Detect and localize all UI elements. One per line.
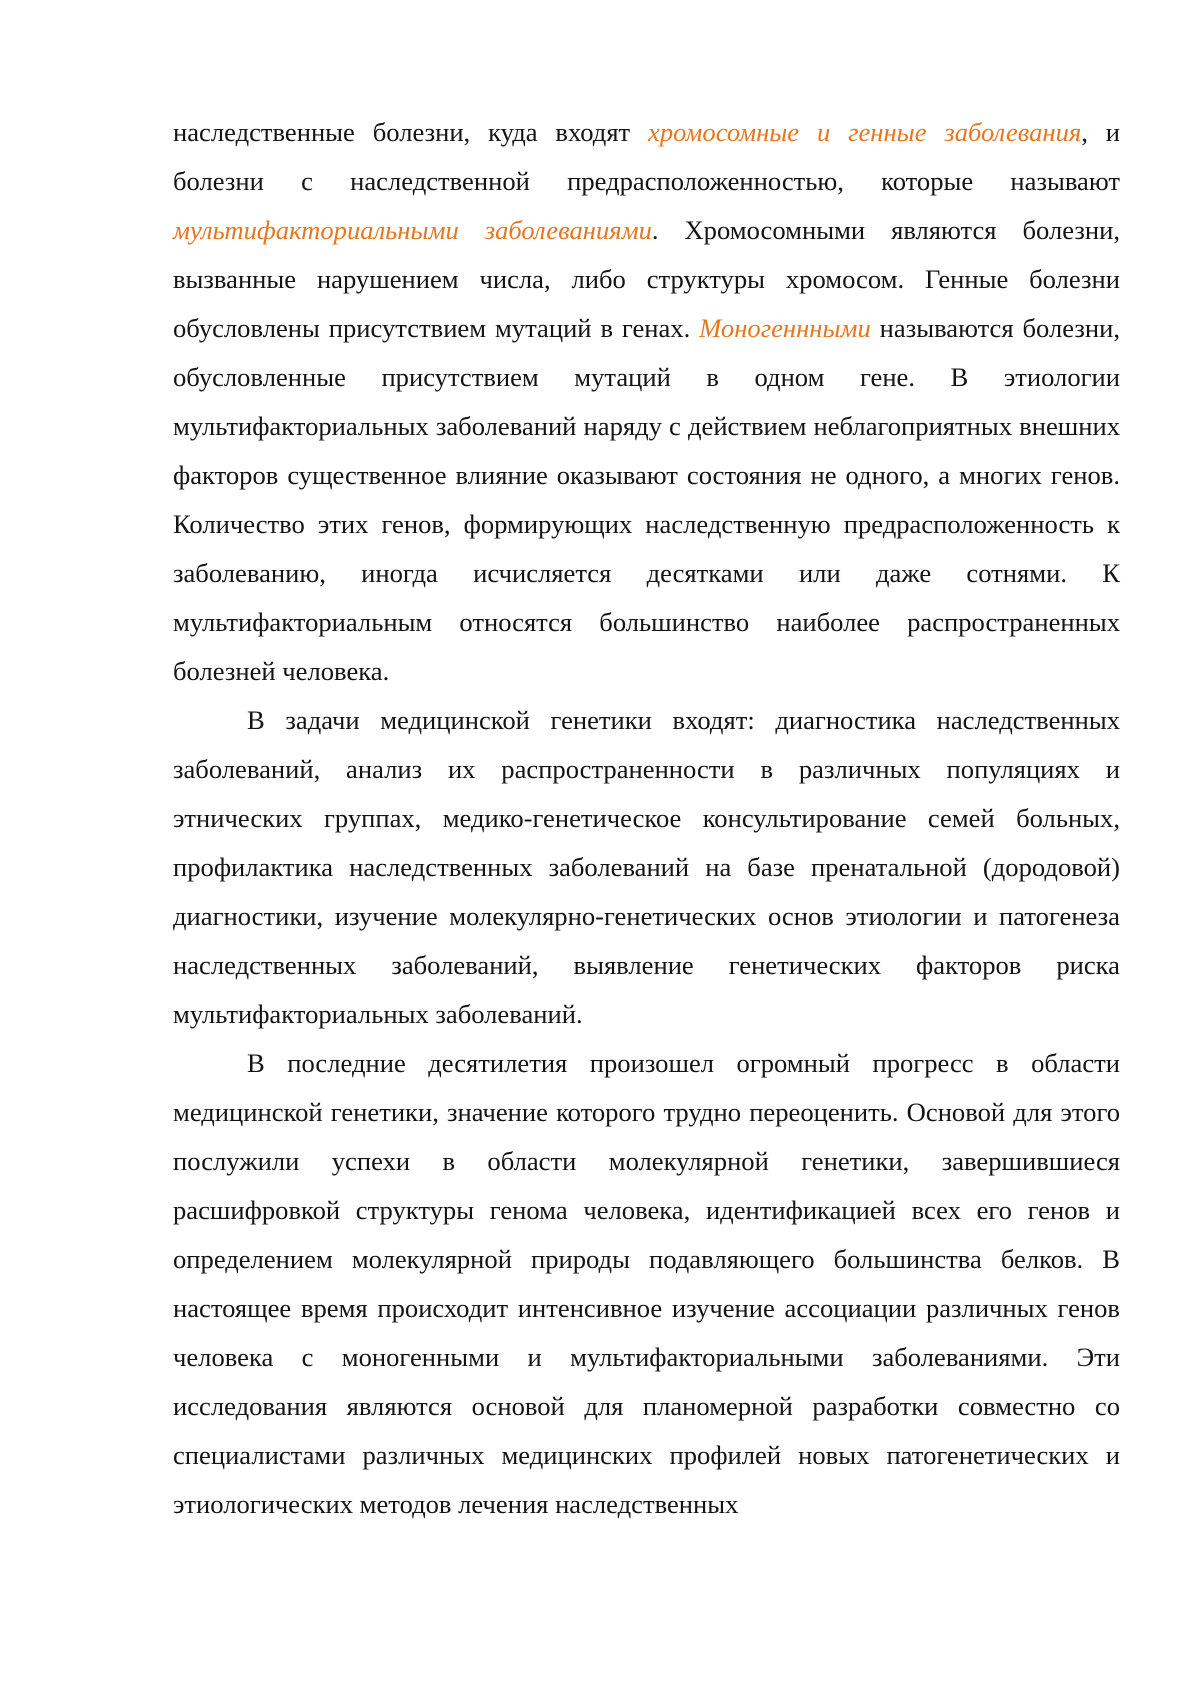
highlighted-term: хромосомные и генные заболевания xyxy=(648,117,1082,147)
paragraph xyxy=(173,108,1120,696)
body-text: . Хромосомными являются болезни, вызванные нарушением числа, либо структуры хромосом. Генные болезни обусловлены присутствием мутаций в генах. xyxy=(173,215,1120,343)
body-text: называются болезни, обусловленные присутствием мутаций в одном гене. В этиологии мультифакториальных заболеваний наряду с действием неблагоприятных внешних факторов существенное влияние оказывают состояния не одного, а многих генов. Количество этих генов, формирующих наследственную предрасположенность к заболеванию, иногда исчисляется десятками или даже сотнями. К мультифакториальным относятся большинство наиболее распространенных болезней человека. xyxy=(173,313,1120,686)
body-text: , и болезни с наследственной предрасположенностью, которые называют xyxy=(173,117,1121,196)
body-text: наследственные болезни, куда входят xyxy=(173,117,649,147)
paragraph xyxy=(173,696,1120,1039)
document-body xyxy=(173,108,1120,1529)
body-text: В последние десятилетия произошел огромный прогресс в области медицинской генетики, значение которого трудно переоценить. Основой для этого послужили успехи в области молекулярной генетики, завершившиеся расшифровкой структуры генома человека, идентификацией всех его генов и определением молекулярной природы подавляющего большинства белков. В настоящее время происходит интенсивное изучение ассоциации различных генов человека с моногенными и мультифакториальными заболеваниями. Эти исследования являются основой для планомерной разработки совместно со специалистами различных медицинских профилей новых патогенетических и этиологических методов лечения наследственных xyxy=(173,1048,1120,1519)
body-text: В задачи медицинской генетики входят: диагностика наследственных заболеваний, анализ их распространенности в различных популяциях и этнических группах, медико-генетическое консультирование семей больных, профилактика наследственных заболеваний на базе пренатальной (дородовой) диагностики, изучение молекулярно-генетических основ этиологии и патогенеза наследственных заболеваний, выявление генетических факторов риска мультифакториальных заболеваний. xyxy=(173,705,1120,1029)
highlighted-term: Моногеннными xyxy=(699,313,871,343)
highlighted-term: мультифакториальными заболеваниями xyxy=(173,215,652,245)
paragraph xyxy=(173,1039,1120,1529)
